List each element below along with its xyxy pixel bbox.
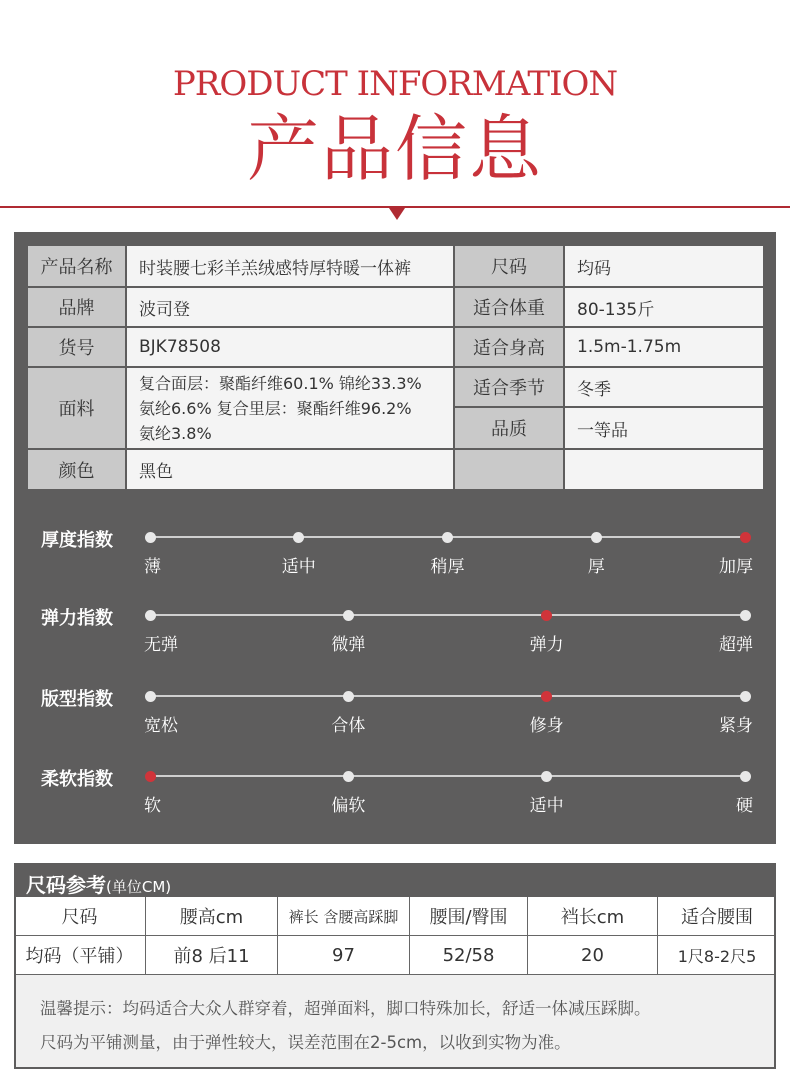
fabric-line: 复合面层：聚酯纤维60.1% 锦纶33.3% (139, 374, 422, 393)
weight-value: 80-135斤 (565, 288, 763, 326)
tip-line-1 (40, 995, 651, 1019)
header-title-cn: 产品信息 (246, 107, 543, 191)
weight-label: 适合体重 (455, 288, 563, 326)
size-table-header-cell: 腰围/臀围 (410, 897, 528, 936)
size-table-header-cell: 裆长cm (528, 897, 658, 936)
height-value: 1.5m-1.75m (565, 328, 763, 366)
elasticity-index-tick-label: 无弹 (144, 635, 178, 655)
name-value: 时装腰七彩羊羔绒感特厚特暖一体裤 (127, 246, 453, 286)
softness-index-dot-selected (145, 771, 156, 782)
fit-index-tick-label: 修身 (529, 716, 564, 736)
softness-index-tick-label: 软 (144, 796, 161, 816)
fabric-label: 面料 (28, 368, 125, 448)
height-label: 适合身高 (455, 328, 563, 366)
fit-index-dot (740, 691, 751, 702)
tip-line-2: 尺码为平铺测量，由于弹性较大，误差范围在2-5cm，以收到实物为准。 (40, 1033, 571, 1052)
sku-label: 货号 (28, 328, 125, 366)
color-label: 颜色 (28, 450, 125, 489)
tip-text-1: 均码适合大众人群穿着，超弹面料，脚口特殊加长，舒适一体减压踩脚。 (122, 999, 651, 1018)
softness-index-title: 柔软指数 (41, 769, 113, 790)
size-table-cell: 前8 后11 (146, 936, 278, 975)
thickness-index-title: 厚度指数 (41, 530, 113, 551)
fit-index-dot (343, 691, 354, 702)
elasticity-index-tick-label: 超弹 (719, 635, 753, 655)
season-value: 冬季 (565, 368, 763, 406)
size-ref-unit: (单位CM) (106, 878, 172, 896)
brand-value: 波司登 (127, 288, 453, 326)
size-table-header-cell: 腰高cm (146, 897, 278, 936)
elasticity-index-dot (145, 610, 156, 621)
season-label: 适合季节 (455, 368, 563, 406)
elasticity-index-dot (740, 610, 751, 621)
fit-index-track (150, 695, 745, 697)
size-table-cell: 52/58 (410, 936, 528, 975)
size-label: 尺码 (455, 246, 563, 286)
size-value: 均码 (565, 246, 763, 286)
fabric-line: 氨纶3.8% (139, 424, 212, 443)
fabric-value (127, 368, 453, 448)
elasticity-index-title: 弹力指数 (41, 608, 113, 629)
empty-label-cell (455, 450, 563, 489)
thickness-index-tick-label: 薄 (144, 557, 161, 577)
fit-index-tick-label: 合体 (331, 716, 366, 736)
size-table-cell: 1尺8-2尺5 (658, 936, 776, 975)
softness-index-dot (541, 771, 552, 782)
header-pointer-icon (389, 208, 405, 220)
color-value: 黑色 (127, 450, 453, 489)
thickness-index-tick-label: 厚 (587, 557, 605, 577)
fabric-line: 氨纶6.6% 复合里层：聚酯纤维96.2% (139, 399, 412, 418)
quality-label: 品质 (455, 408, 563, 448)
thickness-index-dot (591, 532, 602, 543)
size-table-header-cell: 裤长 含腰高踩脚 (278, 897, 410, 936)
fit-index-dot-selected (541, 691, 552, 702)
thickness-index-dot (442, 532, 453, 543)
size-table-cell: 20 (528, 936, 658, 975)
fit-index-dot (145, 691, 156, 702)
tips-box (14, 975, 776, 1069)
softness-index-dot (343, 771, 354, 782)
brand-label: 品牌 (28, 288, 125, 326)
softness-index-tick-label: 硬 (736, 796, 753, 816)
size-ref-title-text: 尺码参考 (26, 873, 106, 897)
size-table-header-cell: 尺码 (14, 897, 146, 936)
fit-index-tick-label: 宽松 (144, 716, 178, 736)
name-label: 产品名称 (28, 246, 125, 286)
size-table-cell: 均码（平铺） (14, 936, 146, 975)
quality-value: 一等品 (565, 408, 763, 448)
elasticity-index-dot (343, 610, 354, 621)
thickness-index-tick-label: 加厚 (719, 557, 753, 577)
elasticity-index-tick-label: 弹力 (529, 635, 564, 655)
size-table-cell: 97 (278, 936, 410, 975)
header-title-en: PRODUCT INFORMATION (172, 64, 618, 104)
softness-index-tick-label: 偏软 (331, 796, 366, 816)
softness-index-tick-label: 适中 (529, 796, 564, 816)
thickness-index-tick-label: 稍厚 (430, 557, 465, 577)
size-ref-title (26, 869, 171, 898)
empty-value-cell (565, 450, 763, 489)
size-table-header-cell: 适合腰围 (658, 897, 776, 936)
tip-prefix: 温馨提示： (40, 999, 123, 1018)
elasticity-index-tick-label: 微弹 (331, 635, 366, 655)
thickness-index-dot-selected (740, 532, 751, 543)
thickness-index-tick-label: 适中 (281, 557, 316, 577)
thickness-index-dot (293, 532, 304, 543)
sku-value: BJK78508 (127, 328, 453, 366)
fit-index-title: 版型指数 (41, 689, 113, 710)
softness-index-track (150, 775, 745, 777)
elasticity-index-track (150, 614, 745, 616)
softness-index-dot (740, 771, 751, 782)
fit-index-tick-label: 紧身 (719, 716, 753, 736)
elasticity-index-dot-selected (541, 610, 552, 621)
thickness-index-dot (145, 532, 156, 543)
